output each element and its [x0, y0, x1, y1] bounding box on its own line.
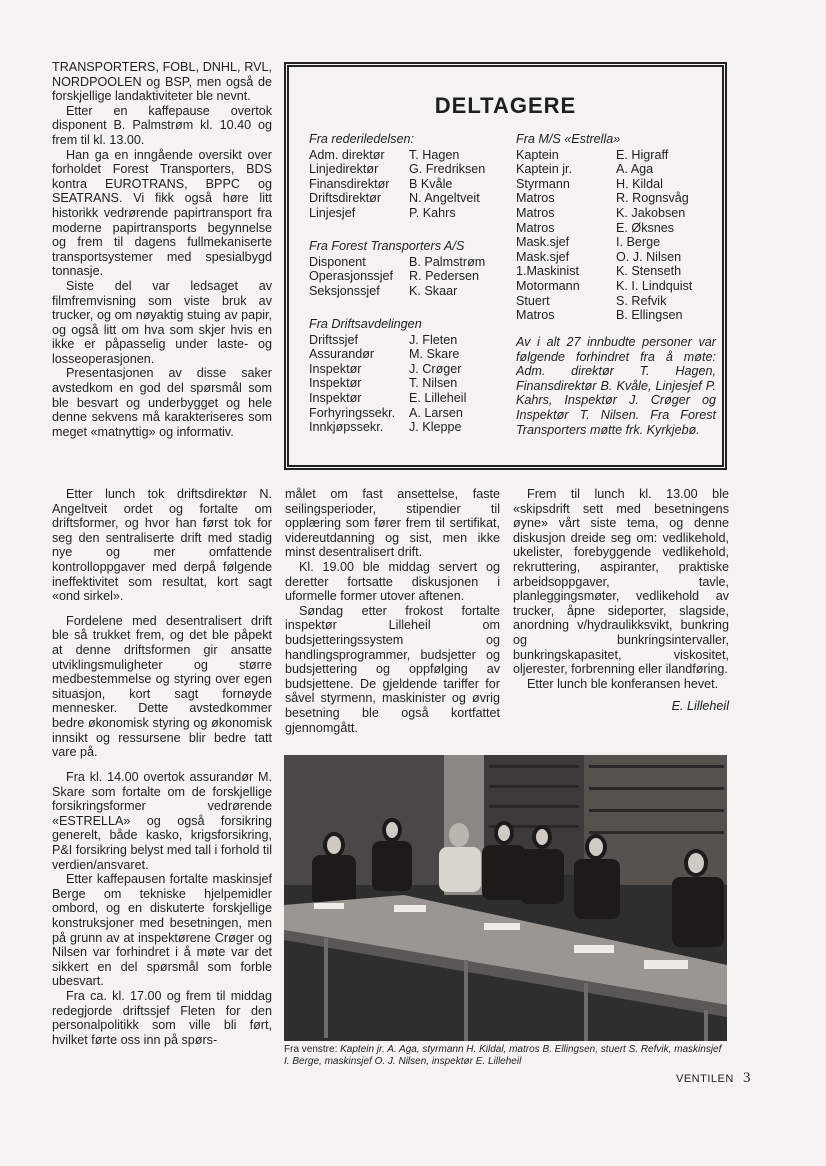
participant-row	[516, 191, 692, 206]
person: H. Kildal	[616, 176, 663, 191]
role: Mask.sjef	[516, 235, 570, 250]
role: Assurandør	[309, 347, 375, 362]
participant-row	[516, 177, 692, 192]
role: Matros	[516, 205, 555, 220]
role: Matros	[516, 308, 555, 323]
role: Inspektør	[309, 390, 362, 405]
group-forest	[309, 239, 485, 298]
participant-row	[516, 279, 692, 294]
participant-row	[309, 269, 485, 284]
person: B. Palmstrøm	[409, 254, 486, 269]
participant-row	[516, 206, 692, 221]
participant-row	[309, 406, 466, 421]
role: Linjesjef	[309, 205, 356, 220]
paragraph: Etter en kaffepause overtok disponent B. Palmstrøm kl. 10.40 og frem til kl. 13.00.	[52, 103, 272, 147]
person: K. I. Lindquist	[616, 278, 693, 293]
group-heading: Fra Driftsavdelingen	[309, 317, 422, 331]
role: Innkjøpssekr.	[309, 420, 384, 435]
role: Linjedirektør	[309, 162, 379, 177]
column-middle	[285, 487, 500, 735]
person: A. Aga	[616, 162, 654, 177]
signature: E. Lilleheil	[671, 699, 729, 714]
participant-row	[309, 333, 466, 348]
participant-row	[309, 177, 485, 192]
person: K. Stenseth	[616, 264, 682, 279]
role: Mask.sjef	[516, 249, 570, 264]
person: J. Kleppe	[409, 420, 462, 435]
role: Forhyringssekr.	[309, 405, 396, 420]
group-drift	[309, 317, 466, 435]
role: Operasjonssjef	[309, 269, 393, 284]
role: Adm. direktør	[309, 147, 385, 162]
participant-row	[309, 191, 485, 206]
participant-row	[516, 162, 692, 177]
paragraph: TRANSPORTERS, FOBL, DNHL, RVL, NORDPOOLEN og BSP, men også de forskjellige landaktiviteter ble nevnt.	[52, 60, 272, 104]
group-heading: Fra rederiledelsen:	[309, 132, 414, 146]
page-number: 3	[743, 1070, 751, 1086]
role: Driftsdirektør	[309, 191, 382, 206]
person: T. Nilsen	[409, 376, 458, 391]
paragraph: målet om fast ansettelse, faste seilingsperioder, stipendier til opplæring som fører frem til sertifikat, videreutdanning og sist, men ikke minst desentralisert drift.	[285, 487, 500, 560]
participant-row	[309, 347, 466, 362]
caption-text: Kaptein jr. A. Aga, styrmann H. Kildal, matros B. Ellingsen, stuert S. Refvik, maskinsjef I. Berge, maskinsjef O. J. Nilsen, inspektør E. Lilleheil	[284, 1044, 722, 1067]
paragraph: Siste del var ledsaget av filmfremvisning som viste bruk av trucker, og om nøyaktig stuing av papir, og også litt om hva som skjer hvis en ikke er påpasselig under laste- og losseoperasjonen.	[52, 278, 272, 366]
person: M. Skare	[409, 347, 460, 362]
paragraph: Kl. 19.00 ble middag servert og deretter fortsatte diskusjonen i uformelle former utover aftenen.	[285, 559, 500, 604]
person: E. Higraff	[616, 147, 669, 162]
paragraph: Presentasjonen av disse saker avstedkom en god del spørsmål som ble besvart og underbygget og hele denne sekvens må karakteriseres som meget «matnyttig» og informativ.	[52, 366, 272, 439]
caption-lead: Fra venstre:	[284, 1044, 338, 1055]
participant-row	[516, 294, 692, 309]
person: J. Crøger	[409, 361, 462, 376]
participants-box	[284, 62, 727, 470]
participant-row	[516, 235, 692, 250]
photo-illustration	[284, 755, 727, 1041]
role: Disponent	[309, 254, 366, 269]
role: Stuert	[516, 293, 550, 308]
group-heading: Fra Forest Transporters A/S	[309, 239, 465, 253]
person: R. Pedersen	[409, 269, 480, 284]
participant-row	[309, 162, 485, 177]
paragraph: Han ga en inngående oversikt over forholdet Forest Transporters, BDS kontra EUROTRANS, BPPC og SEATRANS. Vi fikk også høre litt historikk vedrørende papirtransport fra moderne papirtransports begynnelse og frem til dagens fullmekaniserte transportsystemer med spesialbygd tonnasje.	[52, 147, 272, 279]
participant-row	[309, 284, 485, 299]
footer-publication: VENTILEN	[676, 1073, 734, 1085]
role: Matros	[516, 220, 555, 235]
participant-row	[309, 206, 485, 221]
participant-row	[309, 391, 466, 406]
paragraph: Fordelene med desentralisert drift ble så trukket frem, og det ble påpekt at denne driftsformen gir ansatte utviklingsmuligheter og større medbestemmelse og styring over egen situasjon, kort sagt fornøyde mennesker. Dette avstedkommer bedre økonomisk styring og økonomisk innsikt og ressursene blir bedre tatt vare på.	[52, 613, 272, 760]
participant-row	[516, 221, 692, 236]
person: R. Rognsvåg	[616, 191, 689, 206]
paragraph: Søndag etter frokost fortalte inspektør Lilleheil om budsjetteringssystem og handlingsprogrammer, budsjetter og budsjettering og oppfølging av budsjettene. De gjeldende tariffer for såvel styrmenn, maskinister og øvrig besetning ble også kortfattet gjennomgått.	[285, 603, 500, 735]
group-heading: Fra M/S «Estrella»	[516, 132, 621, 146]
box-title: DELTAGERE	[434, 93, 577, 118]
person: I. Berge	[616, 235, 661, 250]
role: Kaptein jr.	[516, 162, 573, 177]
paragraph: Fra kl. 14.00 overtok assurandør M. Skare som fortalte om de forskjellige forsikringsformer vedrørende «ESTRELLA» og også forsikring generelt, både kasko, krigsforsikring, P&I forsikring belyst med tall i forhold til verdien/ansvaret.	[52, 770, 272, 872]
role: Matros	[516, 191, 555, 206]
person: K. Jakobsen	[616, 205, 686, 220]
role: Inspektør	[309, 376, 362, 391]
role: Driftssjef	[309, 332, 358, 347]
column-left-top	[52, 60, 272, 439]
person: O. J. Nilsen	[616, 249, 682, 264]
person: B Kvåle	[409, 176, 453, 191]
role: Inspektør	[309, 361, 362, 376]
photo-caption	[284, 1044, 727, 1068]
meeting-photo	[284, 755, 727, 1041]
person: A. Larsen	[409, 405, 463, 420]
person: T. Hagen	[409, 147, 460, 162]
person: B. Ellingsen	[616, 308, 683, 323]
participant-row	[309, 255, 485, 270]
participant-row	[516, 148, 692, 163]
paragraph: Etter lunch ble konferansen hevet.	[527, 676, 719, 691]
person: G. Fredriksen	[409, 162, 486, 177]
participant-row	[309, 148, 485, 163]
column-left-bottom	[52, 770, 272, 1047]
person: N. Angeltveit	[409, 191, 480, 206]
participant-row	[309, 376, 466, 391]
participant-row	[309, 420, 466, 435]
paragraph: Fra ca. kl. 17.00 og frem til middag redegjorde driftssjef Fleten for den personalpolitikk som ville bli ført, hvilket førte oss inn på spørs-	[52, 988, 272, 1047]
participant-row	[516, 250, 692, 265]
person: P. Kahrs	[409, 205, 456, 220]
person: E. Øksnes	[616, 220, 675, 235]
role: Finansdirektør	[309, 176, 390, 191]
person: J. Fleten	[409, 332, 458, 347]
column-right	[513, 487, 729, 714]
person: E. Lilleheil	[409, 390, 467, 405]
group-rederi	[309, 132, 485, 221]
absence-note: Av i alt 27 innbudte personer var følgende forhindret fra å møte: Adm. direktør T. Hagen, Finansdirektør B. Kvåle, Linjesjef P. Kahrs, Inspektør J. Crøger og Inspektør T. Nilsen. Fra Forest Transporters møtte frk. Kyrkjebø.	[516, 335, 716, 437]
role: Motormann	[516, 278, 580, 293]
person: S. Refvik	[616, 293, 667, 308]
paragraph: Frem til lunch kl. 13.00 ble «skipsdrift sett med besetningens øyne» vårt siste tema, og denne diskusjon dreide seg om: vedlikehold, ukelister, forebyggende vedlikehold, rekruttering, aspiranter, praktiske arbeidsoppgaver, tavle, planleggingsmøter, vedlikehold av trucker, åpne sideporter, slagside, anordning v/hydraulikksvikt, bunkring og bunkringsintervaller, bunkringskapasitet, viskositet, oljerester, forbrenning eller ilandføring.	[513, 487, 729, 677]
paragraph: Etter lunch tok driftsdirektør N. Angeltveit ordet og fortalte om driftsformer, og hvor han først tok for seg den sentraliserte drift med stadig nye og mer omfattende kontrolloppgaver med derpå følgende ineffektivitet som resultat, kort sagt «ond sirkel».	[52, 487, 272, 604]
group-estrella	[516, 132, 692, 323]
participant-row	[309, 362, 466, 377]
role: Seksjonssjef	[309, 283, 380, 298]
role: Kaptein	[516, 147, 559, 162]
role: 1.Maskinist	[516, 264, 579, 279]
participant-row	[516, 264, 692, 279]
column-left-middle	[52, 487, 272, 760]
person: K. Skaar	[409, 283, 458, 298]
paragraph: Etter kaffepausen fortalte maskinsjef Berge om tekniske hjelpemidler ombord, og en diskuterte forskjellige konstruksjoner med besetningen, men på grunn av at inspektørene Crøger og Nilsen var forhindret i å møte var det sikkert en del spørsmål som forble ubesvart.	[52, 872, 272, 989]
role: Styrmann	[516, 176, 570, 191]
participant-row	[516, 308, 692, 323]
